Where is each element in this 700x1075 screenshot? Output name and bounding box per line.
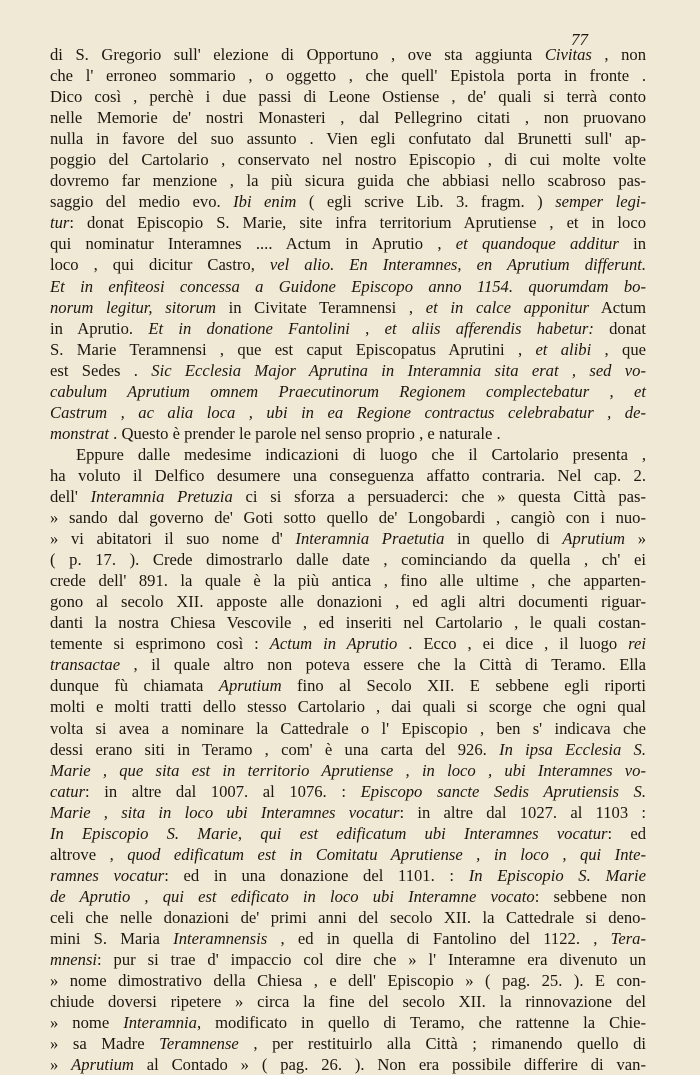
text-segment: temente si esprimono così : [50,634,270,654]
text-segment: ha voluto il Delfico desumere una conseguenza affatto contraria. Nel cap. 2. [50,465,646,485]
text-segment: ci si sforza a persuaderci: che » questa Città pas- [232,486,646,506]
text-segment: Eppure dalle medesime indicazioni di luogo che il Cartolario presenta , [76,444,646,464]
italic-text: In ipsa Ecclesia S. [499,739,646,759]
italic-text: mnensi [50,950,98,970]
text-segment: S. Marie Teramnensi , que est caput Episcopatus Aprutini , [50,339,536,359]
text-line [50,360,646,381]
italic-text: Marie , sita in loco ubi Interamnes vocatur [50,802,400,822]
italic-text: ramnes vocatur [50,865,165,885]
italic-text: monstrat [50,423,110,443]
italic-text: Aprutium [218,676,282,696]
text-segment: dell' [50,486,91,506]
text-segment: ( egli scrive Lib. 3. fragm. ) [296,192,556,212]
text-segment: » [625,529,646,549]
text-line [50,444,646,465]
text-segment: , que [591,339,646,359]
italic-text: Et in donatione Fantolini [148,318,350,338]
text-line [50,654,646,675]
text-line [50,170,646,191]
text-segment: est Sedes . [50,360,152,380]
text-line [50,781,646,802]
text-line [50,612,646,633]
text-line [50,844,646,865]
text-line [50,718,646,739]
text-line [50,823,646,844]
text-segment: , per restituirlo alla Città ; rimanendo quello di [238,1034,646,1054]
text-segment: : in altre dal 1007. al 1076. : [85,781,361,801]
italic-text: semper legi- [555,192,647,212]
text-segment: donat [593,318,646,338]
text-line [50,1054,646,1075]
italic-text: Aprutium [71,1055,134,1075]
italic-text: Civitas [544,45,592,64]
text-segment: in quello di [444,529,563,549]
text-segment: gono al secolo XII. apposte alle donazioni , ed agli altri documenti riguar- [50,592,646,612]
italic-text: cabulum Aprutium omnem Praecutinorum Regionem complectebatur , et [50,381,646,401]
italic-text: de Aprutio , qui est edificato in loco ubi Interamne vocato [50,886,535,906]
text-line [50,802,646,823]
italic-text: transactae [50,655,121,675]
text-line [50,633,646,654]
text-line [50,212,646,233]
text-line [50,65,646,86]
text-line [50,149,646,170]
italic-text: Interamnia [123,1013,197,1033]
italic-text: Castrum , ac alia loca , ubi in ea Regione contractus celebrabatur , de- [50,402,646,422]
text-line [50,318,646,339]
text-line [50,465,646,486]
text-segment: danti la nostra Chiesa Vescovile , ed inseriti nel Cartolario , le quali costan- [50,613,646,633]
text-segment: Actum [589,297,646,317]
text-segment: volta si avea a nominare la Cattedrale o l' Episcopio , ben s' indicava che [50,718,646,738]
text-segment: in Aprutio. [50,318,149,338]
text-line [50,507,646,528]
text-line [50,675,646,696]
text-segment: : donat Episcopio S. Marie, site infra territorium Aprutiense , et in loco [69,213,646,233]
italic-text: In Episcopio S. Marie, qui est edificatum ubi Interamnes vocatur [50,823,608,843]
text-line [50,886,646,907]
italic-text: tur [50,213,70,233]
text-line [50,760,646,781]
text-segment: . Ecco , ei dice , il luogo [397,634,629,654]
italic-text: norum legitur, sitorum [50,297,216,317]
text-segment: chiude doversi ripetere » circa la fine del secolo XII. la rinnovazione del [50,992,646,1012]
text-segment: nelle Memorie de' nostri Monasteri , dal Pellegrino citati , non pruovano [50,108,646,128]
text-segment: celi che nelle donazioni de' primi anni del secolo XII. la Cattedrale si deno- [50,907,646,927]
text-line [50,233,646,254]
text-segment: : sebbene non [534,886,646,906]
text-line [50,991,646,1012]
text-line [50,339,646,360]
text-segment: di S. Gregorio sull' elezione di Opportuno , ove sta aggiunta [50,45,545,64]
text-segment: » nome dimostrativo della Chiesa , e dell' Episcopio » ( pag. 25. ). E con- [50,971,646,991]
text-segment: Dico così , perchè i due passi di Leone Ostiense , de' quali si terrà conto [50,87,646,107]
text-segment: al Contado » ( pag. 26. ). Non era possibile differire di van- [133,1055,646,1075]
text-line [50,928,646,949]
text-segment: dessi erano siti in Teramo , com' è una carta del 926. [50,739,500,759]
text-segment: , [349,318,385,338]
text-segment: che l' erroneo sommario , o oggetto , che quell' Epistola porta in fronte . [50,66,646,86]
text-line [50,865,646,886]
text-segment: saggio del medio evo. [50,192,234,212]
text-segment: . Questo è prender le parole nel senso proprio , e naturale . [109,423,501,443]
text-segment: » [50,1055,72,1075]
text-line [50,107,646,128]
italic-text: et alibi [535,339,592,359]
text-line [50,739,646,760]
text-line [50,86,646,107]
text-line [50,696,646,717]
text-segment: dunque fù chiamata [50,676,219,696]
italic-text: Ibi enim [233,192,297,212]
text-line [50,1012,646,1033]
italic-text: et quandoque additur [455,234,619,254]
text-line [50,44,646,65]
italic-text: Marie , que sita est in territorio Aprutiense , in loco , ubi Interamnes vo- [50,760,646,780]
italic-text: quod edificatum est in Comitatu Aprutiense , in loco , qui Inte- [127,844,646,864]
text-segment: in Civitate Teramnensi , [215,297,426,317]
text-line [50,486,646,507]
text-line [50,528,646,549]
text-line [50,128,646,149]
italic-text: Tera- [610,928,646,948]
italic-text: et aliis afferendis habetur: [384,318,594,338]
italic-text: Aprutium [562,529,626,549]
text-segment: molti e molti tratti dello stesso Cartolario , dai quali si scorge che ogni qual [50,697,646,717]
italic-text: rei [628,634,646,654]
text-segment: » nome [50,1013,124,1033]
text-line [50,423,646,444]
text-segment: : in altre dal 1027. al 1103 : [399,802,646,822]
text-segment: : pur si trae d' impaccio col dire che » l' Interamne era divenuto un [97,950,646,970]
italic-text: Sic Ecclesia Major Aprutina in Interamnia sita erat , sed vo- [151,360,646,380]
text-segment: , non [591,45,646,64]
text-segment: » sa Madre [50,1034,160,1054]
italic-text: Interamnia Pretuzia [90,486,233,506]
italic-text: Episcopo sancte Sedis Aprutiensis S. [360,781,646,801]
text-segment: dovremo far menzione , la più sicura guida che abbiasi nello scabroso pas- [50,171,646,191]
italic-text: catur [50,781,86,801]
italic-text: Interamnensis [173,928,268,948]
text-segment: in [618,234,646,254]
text-segment: fino al Secolo XII. E sebbene egli riporti [281,676,646,696]
text-segment: » sando dal governo de' Goti sotto quello de' Longobardi , cangiò con i nuo- [50,508,646,528]
text-segment: loco , qui dicitur Castro, [50,255,270,275]
body-text [50,44,646,1075]
text-line [50,191,646,212]
italic-text: In Episcopio S. Marie [468,865,647,885]
text-segment: , modificato in quello di Teramo, che rattenne la Chie- [196,1013,647,1033]
text-line [50,549,646,570]
italic-text: Teramnense [159,1034,239,1054]
text-segment: nulla in favore del suo assunto . Vien egli confutato dal Brunetti sull' ap- [50,129,646,149]
page-number: 77 [571,30,588,49]
italic-text: et in calce apponitur [425,297,590,317]
italic-text: Actum in Aprutio [269,634,398,654]
text-line [50,949,646,970]
text-line [50,591,646,612]
text-segment: crede dell' 891. la quale è la più antica , fino alle ultime , che apparten- [50,571,646,591]
text-line [50,402,646,423]
text-segment: altrove , [50,844,128,864]
text-segment: ( p. 17. ). Crede dimostrarlo dalle date , cominciando da quella , ch' ei [50,550,646,570]
text-segment: , ed in quella di Fantolino del 1122. , [267,928,611,948]
text-line [50,276,646,297]
text-line [50,381,646,402]
text-segment: , il quale altro non poteva essere che la Città di Teramo. Ella [120,655,646,675]
italic-text: Interamnia Praetutia [295,529,445,549]
text-segment: mini S. Maria [50,928,174,948]
text-line [50,254,646,275]
text-segment: qui nominatur Interamnes .... Actum in Aprutio , [50,234,456,254]
text-line [50,1033,646,1054]
text-line [50,970,646,991]
text-line [50,907,646,928]
italic-text: vel alio. En Interamnes, en Aprutium differunt. [269,255,646,275]
text-segment: : ed in una donazione del 1101. : [164,865,469,885]
text-segment: » vi abitatori il suo nome d' [50,529,296,549]
text-segment: : ed [607,823,647,843]
text-line [50,570,646,591]
text-segment: poggio del Cartolario , conservato nel nostro Episcopio , di cui molte volte [50,150,646,170]
italic-text: Et in enfiteosi concessa a Guidone Episcopo anno 1154. quorumdam bo- [50,276,646,296]
text-line [50,297,646,318]
